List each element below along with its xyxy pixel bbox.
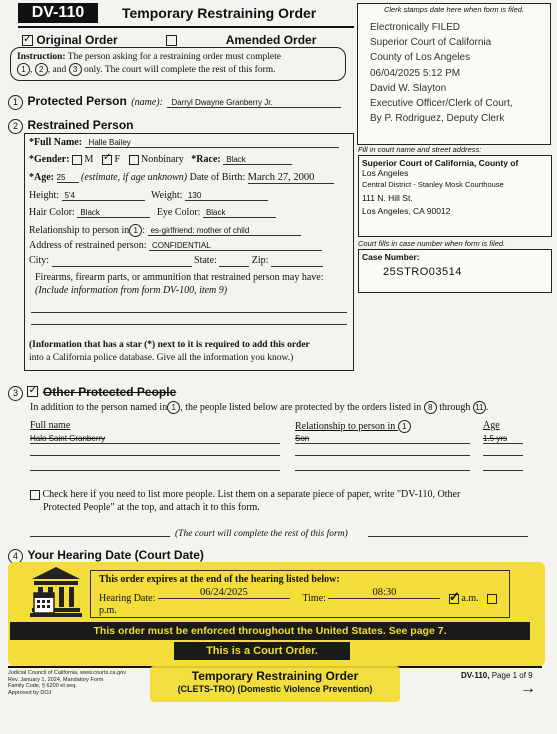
clerk-stamp-box <box>357 3 551 145</box>
firearms-note: (Include information from form DV-100, item 9) <box>35 285 228 296</box>
col-age: Age <box>483 420 500 431</box>
court-address-line: 111 N. Hill St. <box>362 193 413 203</box>
address-row <box>29 240 322 251</box>
race-label: Race: <box>196 154 221 165</box>
case-number-caption: Court fills in case number when form is filed. <box>358 239 506 248</box>
state-label: State: <box>194 255 217 266</box>
hair-label: Hair Color: <box>29 207 75 218</box>
star-note-line-1: (Information that has a star (*) next to it is required to add this order <box>29 340 310 350</box>
case-number-value: 25STRO03514 <box>383 266 462 278</box>
amended-order-option <box>166 33 316 47</box>
other-name-line-3[interactable] <box>30 470 280 471</box>
firearms-line-1[interactable] <box>31 312 347 313</box>
firearms-text: Firearms, firearm parts, or ammunition that restrained person may have: <box>35 272 324 283</box>
gender-m-label: M <box>84 154 94 165</box>
footer-left <box>8 670 126 696</box>
zip-label: Zip: <box>251 255 269 266</box>
enforced-banner: This order must be enforced throughout the United States. See page 7. <box>10 622 530 640</box>
race-value: Black <box>223 155 292 165</box>
footer-form-id: DV-110, <box>461 671 490 680</box>
weight-value: 130 <box>185 191 268 201</box>
stamp-line: Superior Court of California <box>370 37 492 49</box>
eye-label: Eye Color: <box>156 207 201 218</box>
protected-name-label: (name): <box>131 97 163 108</box>
more-people-option <box>30 488 530 514</box>
gender-row: *Gender: M ✓ F Nonbinary *Race: Black <box>29 154 292 165</box>
am-label: a.m. <box>461 593 479 604</box>
other-person-name: Halo Saint Granberry <box>30 434 280 444</box>
time-label: Time: <box>302 593 326 604</box>
original-order-label: Original Order <box>36 33 118 47</box>
hair-row <box>29 207 276 218</box>
stamp-line: David W. Slayton <box>370 82 447 94</box>
other-person-age: 1.5 yrs <box>483 434 523 444</box>
pm-checkbox[interactable] <box>487 594 497 604</box>
hearing-box <box>90 570 510 618</box>
gender-m-checkbox[interactable] <box>72 155 82 165</box>
other-person-relationship: Son <box>295 434 470 444</box>
gender-nb-label: Nonbinary <box>141 154 184 165</box>
relationship-label: Relationship to person in <box>29 225 130 236</box>
section-2-title: Restrained Person <box>27 118 134 132</box>
footer-line: Judicial Council of California, www.courts.ca.gov <box>8 670 126 676</box>
stamp-line: County of Los Angeles <box>370 52 471 64</box>
circle-1: 1 <box>398 420 411 433</box>
instruction-and: , and <box>47 65 69 75</box>
other-rel-line-2[interactable] <box>295 455 470 456</box>
eye-value: Black <box>203 208 276 218</box>
gender-nb-checkbox[interactable] <box>129 155 139 165</box>
full-name-row: *Full Name: Halle Bailey <box>29 137 339 148</box>
address-label: Address of restrained person: <box>29 240 147 251</box>
am-checkbox[interactable]: ✓ <box>448 588 460 604</box>
circle-1: 1 <box>17 63 30 76</box>
court-complete-rule-right <box>368 536 528 537</box>
gender-label: Gender: <box>34 154 70 165</box>
other-protected-checkbox[interactable]: ✓ <box>28 384 38 397</box>
hearing-date-value: 06/24/2025 <box>158 587 290 599</box>
footer-line: Family Code, § 6200 et seq. <box>8 683 77 689</box>
section-2-header <box>8 116 134 134</box>
case-number-box <box>358 249 552 293</box>
next-page-arrow-icon[interactable]: → <box>520 680 536 697</box>
age-value: 25 <box>57 173 79 183</box>
other-rel-line-3[interactable] <box>295 470 470 471</box>
section-3-title: Other Protected People <box>42 385 177 399</box>
city-label: City: <box>29 255 50 266</box>
court-name-caption: Fill in court name and street address: <box>358 145 482 154</box>
state-field[interactable] <box>219 255 249 267</box>
full-name-value: Halle Bailey <box>85 138 339 148</box>
court-name-line: Los Angeles <box>362 168 409 178</box>
court-name-box <box>358 155 552 237</box>
firearms-line-2[interactable] <box>31 324 347 325</box>
circle-11: 11 <box>473 401 486 414</box>
star-note <box>29 339 310 365</box>
relationship-row: Relationship to person in 1 : es-girlfriend: mother of child <box>29 224 301 237</box>
stamp-line: Executive Officer/Clerk of Court, <box>370 98 513 110</box>
address-value: CONFIDENTIAL <box>149 241 322 251</box>
other-age-line-3[interactable] <box>483 470 523 471</box>
intro-part-2: , the people listed below are protected by the orders listed in <box>180 402 422 413</box>
dob-value: March 27, 2000 <box>248 172 334 184</box>
age-row: *Age: 25 (estimate, if age unknown) Date of Birth: March 27, 2000 <box>29 172 334 184</box>
col-relationship-label: Relationship to person in <box>295 421 396 432</box>
instruction-only: only. The court will complete the rest of this form. <box>81 65 276 75</box>
gender-f-checkbox[interactable]: ✓ <box>102 151 112 163</box>
age-label: Age: <box>34 172 54 183</box>
restrained-person-box <box>24 133 354 371</box>
footer-line: Approved by DOJ <box>8 689 52 696</box>
circle-3: 3 <box>69 63 82 76</box>
expires-text: This order expires at the end of the hearing listed below: <box>99 574 340 585</box>
courthouse-icon <box>28 565 84 619</box>
height-row <box>29 190 268 201</box>
circle-1: 1 <box>129 224 142 237</box>
section-3-intro: In addition to the person named in 1 , the people listed below are protected by the orders listed in 8 through 11 . <box>30 402 489 413</box>
court-complete-note: (The court will complete the rest of this form) <box>175 529 348 539</box>
form-title: Temporary Restraining Order <box>122 5 317 21</box>
more-people-text: Check here if you need to list more people. List them on a separate piece of paper, write "DV-110, Other <box>42 489 461 500</box>
court-district: Central District - Stanley Mosk Courthouse <box>362 180 504 189</box>
circle-1: 1 <box>167 401 180 414</box>
hair-value: Black <box>77 208 150 218</box>
more-people-text-2: Protected People" at the top, and attach it to this form. <box>43 502 260 513</box>
section-3-number: 3 <box>8 386 23 401</box>
star-note-line-2: into a California police database. Give all the information you know.) <box>29 353 294 363</box>
city-field[interactable] <box>52 255 192 267</box>
header-rule <box>18 26 354 28</box>
footer-subtitle: (CLETS-TRO) (Domestic Violence Prevention) <box>177 684 373 694</box>
court-complete-rule-left <box>30 536 170 537</box>
firearms-block <box>35 271 324 297</box>
section-1-number: 1 <box>8 95 23 110</box>
other-age-line-2[interactable] <box>483 455 523 456</box>
stamp-line: 06/04/2025 5:12 PM <box>370 67 461 79</box>
stamp-line: By P. Rodriguez, Deputy Clerk <box>370 113 505 125</box>
court-address-line: Los Angeles, CA 90012 <box>362 206 451 216</box>
hearing-date-row <box>99 587 509 616</box>
section-4-number: 4 <box>8 549 23 564</box>
full-name-label: Full Name: <box>34 137 83 148</box>
amended-order-label: Amended Order <box>225 33 317 47</box>
relationship-value: es-girlfriend: mother of child <box>148 226 301 236</box>
weight-label: Weight: <box>151 190 183 201</box>
height-value: 5'4 <box>62 191 145 201</box>
footer-title: Temporary Restraining Order <box>191 669 359 683</box>
city-row <box>29 255 323 267</box>
section-1-title: Protected Person <box>27 94 127 108</box>
original-order-option <box>22 33 118 47</box>
instruction-box <box>10 47 346 81</box>
col-full-name: Full name <box>30 420 71 431</box>
hearing-date-label: Hearing Date: <box>99 593 156 604</box>
protected-person-name: Darryl Dwayne Granberry Jr. <box>167 98 341 108</box>
pm-label: p.m. <box>99 605 117 616</box>
original-order-checkbox[interactable]: ✓ <box>23 33 33 46</box>
stamp-line: Electronically FILED <box>370 22 461 33</box>
more-people-checkbox[interactable] <box>30 490 40 500</box>
dob-label: Date of Birth: <box>189 172 246 183</box>
court-name-line: Superior Court of California, County of <box>362 158 519 168</box>
gender-f-label: F <box>114 154 121 165</box>
section-4-title: Your Hearing Date (Court Date) <box>27 548 204 562</box>
instruction-label: Instruction: <box>17 52 66 62</box>
intro-part-3: through <box>439 402 471 413</box>
circle-2: 2 <box>35 63 48 76</box>
footer-page <box>461 671 533 680</box>
footer-line: Rev. January 1, 2024, Mandatory Form <box>8 676 104 683</box>
section-3-header <box>8 383 176 401</box>
zip-field[interactable] <box>271 255 323 267</box>
section-1 <box>8 92 348 110</box>
case-number-label: Case Number: <box>362 252 420 262</box>
footer-page-number: Page 1 of 9 <box>491 671 533 680</box>
height-label: Height: <box>29 190 59 201</box>
instruction-text: The person asking for a restraining order must complete <box>67 52 281 62</box>
intro-part-1: In addition to the person named in <box>30 402 168 413</box>
amended-order-checkbox[interactable] <box>166 35 177 46</box>
age-note: (estimate, if age unknown) <box>81 172 188 183</box>
other-name-line-2[interactable] <box>30 455 280 456</box>
col-relationship <box>295 420 411 433</box>
form-id-badge: DV-110 <box>18 3 98 23</box>
circle-8: 8 <box>424 401 437 414</box>
time-value: 08:30 <box>328 587 440 599</box>
court-order-banner: This is a Court Order. <box>174 642 350 660</box>
instruction-sep: , <box>30 65 35 75</box>
clerk-stamp-caption: Clerk stamps date here when form is filed. <box>383 5 525 14</box>
section-2-number: 2 <box>8 119 23 134</box>
